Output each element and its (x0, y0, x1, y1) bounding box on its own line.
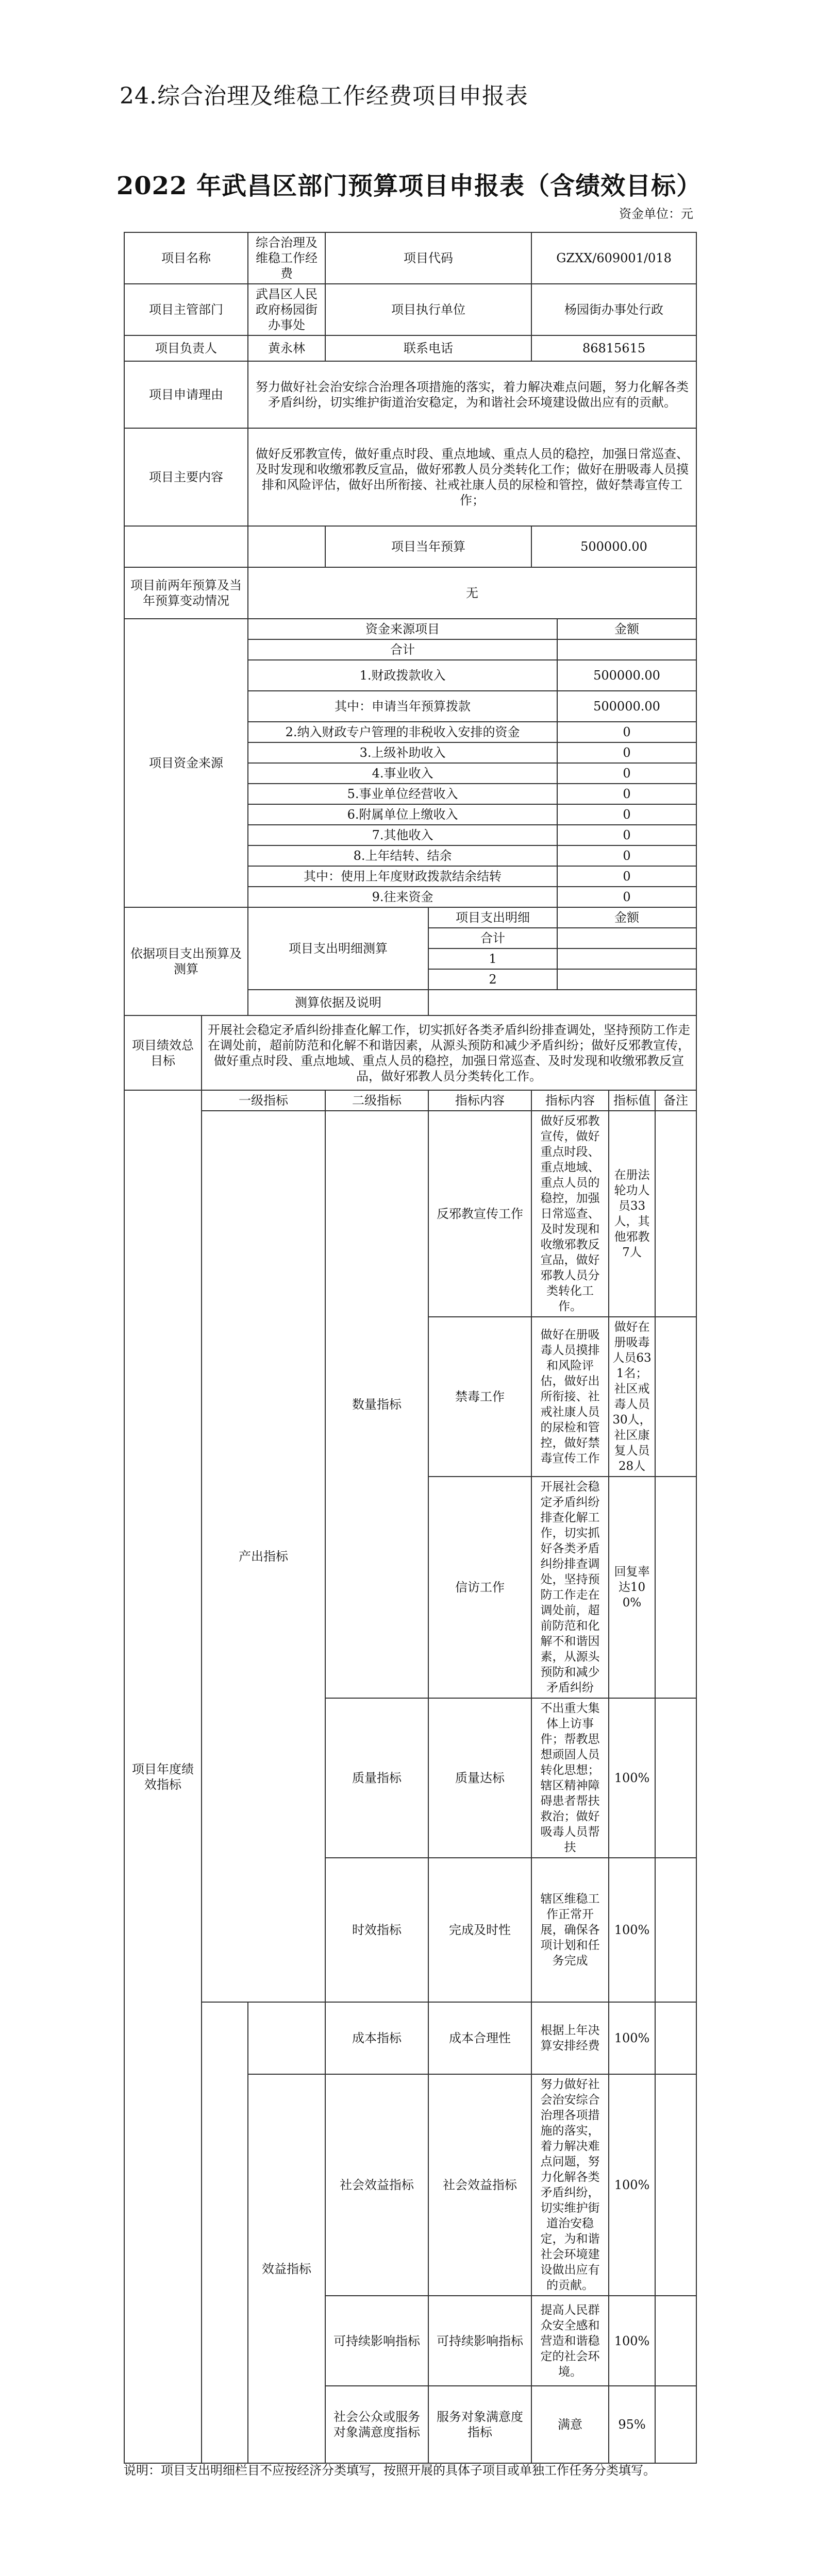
table-row (124, 1090, 696, 1111)
expense-basis-label: 测算依据及说明 (248, 990, 428, 1015)
perf-header-note: 备注 (655, 1090, 696, 1111)
time-label: 时效指标 (325, 1858, 428, 2002)
perf-header-l2: 二级指标 (325, 1090, 428, 1111)
indicator-value: 在册法轮功人员33人，其他邪教7人 (609, 1111, 655, 1317)
funds-row-amount: 0 (557, 866, 696, 887)
perf-header-l1: 一级指标 (202, 1090, 325, 1111)
page-heading: 24.综合治理及维稳工作经费项目申报表 (120, 83, 528, 109)
dept-value: 武昌区人民政府杨园街办事处 (248, 284, 325, 335)
funds-row-name: 1.财政拨款收入 (248, 660, 557, 691)
indicator-desc: 做好在册吸毒人员摸排和风险评估，做好出所衔接、社戒社康人员的尿检和管控，做好禁毒宣传工作 (531, 1317, 609, 1477)
funds-row-name: 其中：使用上年度财政拨款结余结转 (248, 866, 557, 887)
reason-label: 项目申请理由 (124, 361, 248, 428)
table-row (124, 428, 696, 526)
indicator-desc: 努力做好社会治安综合治理各项措施的落实，着力解决难点问题，努力化解各类矛盾纠纷，切实维护街道治安稳定，为和谐社会环境建设做出应有的贡献。 (531, 2074, 609, 2296)
indicator-desc: 做好反邪教宣传，做好重点时段、重点地域、重点人员的稳控，加强日常巡查、及时发现和收缴邪教反宣品，做好邪教人员分类转化工作。 (531, 1111, 609, 1317)
table-row (124, 232, 696, 284)
footnote: 说明：项目支出明细栏目不应按经济分类填写，按照开展的具体子项目或单独工作任务分类填写。 (124, 2463, 656, 2478)
indicator-name: 信访工作 (428, 1477, 531, 1698)
content-label: 项目主要内容 (124, 428, 248, 526)
funds-row-amount: 0 (557, 742, 696, 763)
quality-label: 质量指标 (325, 1698, 428, 1858)
budget-label: 项目当年预算 (325, 526, 531, 567)
indicator-value: 100% (609, 1698, 655, 1858)
funds-row-amount: 0 (557, 763, 696, 784)
owner-value: 黄永林 (248, 335, 325, 361)
perf-label: 项目年度绩效指标 (124, 1090, 202, 2463)
perf-header-value: 指标值 (609, 1090, 655, 1111)
funds-row-amount: 0 (557, 845, 696, 866)
project-code-value: GZXX/609001/018 (531, 232, 696, 284)
indicator-desc: 根据上年决算安排经费 (531, 2002, 609, 2074)
indicator-desc: 不出重大集体上访事件；帮教思想顽固人员转化思想；辖区精神障碍患者帮扶救治；做好吸毒人员帮扶 (531, 1698, 609, 1858)
perf-header-content2: 指标内容 (531, 1090, 609, 1111)
project-code-label: 项目代码 (325, 232, 531, 284)
project-name-value: 综合治理及维稳工作经费 (248, 232, 325, 284)
expense-col-detail: 项目支出明细 (428, 907, 557, 928)
funds-row-name: 8.上年结转、结余 (248, 845, 557, 866)
form-title: 2022 年武昌区部门预算项目申报表（含绩效目标） (116, 172, 702, 200)
dept-label: 项目主管部门 (124, 284, 248, 335)
quantity-label: 数量指标 (325, 1111, 428, 1698)
funds-row-amount: 500000.00 (557, 660, 696, 691)
funds-row-amount: 0 (557, 722, 696, 742)
funds-label: 项目资金来源 (124, 619, 248, 907)
reason-value: 努力做好社会治安综合治理各项措施的落实，着力解决难点问题，努力化解各类矛盾纠纷，切实维护街道治安稳定，为和谐社会环境建设做出应有的贡献。 (248, 361, 696, 428)
budget-value: 500000.00 (531, 526, 696, 567)
perf-header-content: 指标内容 (428, 1090, 531, 1111)
funds-col-source: 资金来源项目 (248, 619, 557, 639)
indicator-desc: 开展社会稳定矛盾纠纷排查化解工作，切实抓好各类矛盾纠纷排查调处，坚持预防工作走在调处前，超前防范和化解不和谐因素，从源头预防和减少矛盾纠纷 (531, 1477, 609, 1698)
indicator-name: 禁毒工作 (428, 1317, 531, 1477)
indicator-value: 100% (609, 2074, 655, 2296)
cost-label: 成本指标 (325, 2002, 428, 2074)
owner-label: 项目负责人 (124, 335, 248, 361)
goal-label: 项目绩效总目标 (124, 1015, 202, 1090)
exec-value: 杨园街办事处行政 (531, 284, 696, 335)
phone-label: 联系电话 (325, 335, 531, 361)
indicator-name: 服务对象满意度指标 (428, 2386, 531, 2463)
goal-text: 开展社会稳定矛盾纠纷排查化解工作，切实抓好各类矛盾纠纷排查调处，坚持预防工作走在调处前，超前防范和化解不和谐因素，从源头预防和减少矛盾纠纷；做好反邪教宣传，做好重点时段、重点地域、重点人员的稳控，加强日常巡查、及时发现和收缴邪教反宣品，做好邪教人员分类转化工作。 (202, 1015, 696, 1090)
expense-sub-label: 项目支出明细测算 (248, 907, 428, 990)
change-label: 项目前两年预算及当年预算变动情况 (124, 567, 248, 619)
funds-row-amount: 0 (557, 804, 696, 825)
funds-row-name: 6.附属单位上缴收入 (248, 804, 557, 825)
benefit-label: 效益指标 (248, 2074, 325, 2463)
table-row (124, 1111, 696, 1317)
funds-row-name: 9.往来资金 (248, 887, 557, 907)
unit-note: 资金单位：元 (619, 207, 693, 221)
exec-label: 项目执行单位 (325, 284, 531, 335)
funds-row-name: 5.事业单位经营收入 (248, 784, 557, 804)
indicator-name: 社会效益指标 (428, 2074, 531, 2296)
indicator-value: 95% (609, 2386, 655, 2463)
funds-row-amount: 0 (557, 887, 696, 907)
table-row (124, 619, 696, 639)
indicator-name: 质量达标 (428, 1698, 531, 1858)
funds-total-label: 合计 (248, 639, 557, 660)
table-row (124, 361, 696, 428)
funds-row-amount: 0 (557, 825, 696, 845)
expense-row: 2 (428, 969, 557, 990)
indicator-desc: 辖区维稳工作正常开展，确保各项计划和任务完成 (531, 1858, 609, 2002)
indicator-name: 反邪教宣传工作 (428, 1111, 531, 1317)
phone-value: 86815615 (531, 335, 696, 361)
funds-row-name: 3.上级补助收入 (248, 742, 557, 763)
satisfaction-label: 社会公众或服务对象满意度指标 (325, 2386, 428, 2463)
indicator-value: 回复率达100% (609, 1477, 655, 1698)
indicator-desc: 满意 (531, 2386, 609, 2463)
table-row (124, 284, 696, 335)
funds-row-name: 其中：申请当年预算拨款 (248, 691, 557, 722)
funds-row-name: 7.其他收入 (248, 825, 557, 845)
indicator-name: 可持续影响指标 (428, 2296, 531, 2386)
indicator-value: 100% (609, 2002, 655, 2074)
table-row (124, 526, 696, 567)
table-row (124, 567, 696, 619)
content-value: 做好反邪教宣传，做好重点时段、重点地域、重点人员的稳控，加强日常巡查、及时发现和收缴邪教反宣品，做好邪教人员分类转化工作；做好在册吸毒人员摸排和风险评估，做好出所衔接、社戒社康人员的尿检和管控，做好禁毒宣传工作； (248, 428, 696, 526)
table-row (124, 335, 696, 361)
indicator-name: 完成及时性 (428, 1858, 531, 2002)
sustain-label: 可持续影响指标 (325, 2296, 428, 2386)
table-row (124, 1015, 696, 1090)
expense-col-amount: 金额 (557, 907, 696, 928)
funds-row-amount: 500000.00 (557, 691, 696, 722)
project-name-label: 项目名称 (124, 232, 248, 284)
funds-row-name: 2.纳入财政专户管理的非税收入安排的资金 (248, 722, 557, 742)
output-label: 产出指标 (202, 1111, 325, 2002)
table-row (124, 2002, 696, 2074)
indicator-value: 100% (609, 2296, 655, 2386)
indicator-desc: 提高人民群众安全感和营造和谐稳定的社会环境。 (531, 2296, 609, 2386)
expense-row: 1 (428, 948, 557, 969)
indicator-value: 做好在册吸毒人员631名；社区戒毒人员30人，社区康复人员28人 (609, 1317, 655, 1477)
table-row (124, 907, 696, 928)
budget-form-table (124, 232, 697, 2464)
funds-col-amount: 金额 (557, 619, 696, 639)
indicator-name: 成本合理性 (428, 2002, 531, 2074)
indicator-value: 100% (609, 1858, 655, 2002)
expense-total-label: 合计 (428, 928, 557, 948)
social-label: 社会效益指标 (325, 2074, 428, 2296)
change-value: 无 (248, 567, 696, 619)
expense-label: 依据项目支出预算及测算 (124, 907, 248, 1015)
funds-row-amount: 0 (557, 784, 696, 804)
funds-row-name: 4.事业收入 (248, 763, 557, 784)
